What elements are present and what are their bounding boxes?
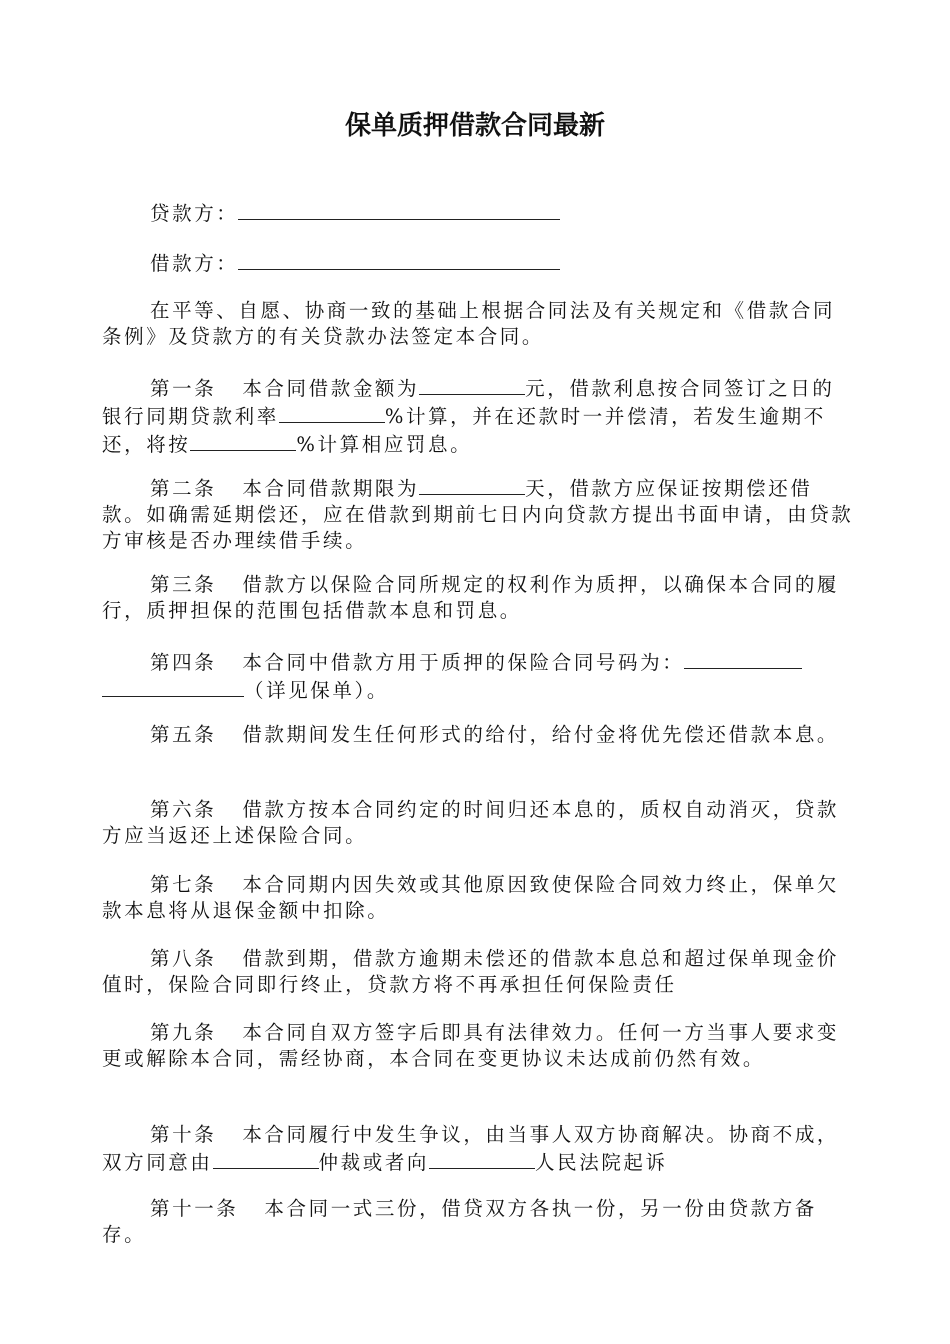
penalty-rate-blank[interactable] [190, 430, 296, 451]
borrower-blank[interactable] [238, 249, 560, 270]
article-6 [102, 797, 854, 849]
article-10-text-3: 人民法院起诉 [535, 1151, 668, 1174]
borrower-line [102, 249, 854, 277]
article-2 [102, 474, 854, 554]
article-11-heading: 第十一条 [150, 1197, 239, 1220]
lender-blank[interactable] [238, 199, 560, 220]
article-4-heading: 第四条 [150, 651, 217, 674]
intro-paragraph: 在平等、自愿、协商一致的基础上根据合同法及有关规定和《借款合同条例》及贷款方的有关贷款办法签定本合同。 [102, 299, 836, 348]
article-1-text-2: 元，借款利息按合同签订之日的银行同期贷款利率 [102, 377, 835, 428]
article-11-text: 本合同一式三份，借贷双方各执一份，另一份由贷款方备存。 [102, 1197, 817, 1246]
article-9 [102, 1020, 854, 1072]
loan-amount-blank[interactable] [419, 374, 525, 395]
arbitration-blank[interactable] [213, 1148, 319, 1169]
court-blank[interactable] [429, 1148, 535, 1169]
article-3-text: 借款方以保险合同所规定的权利作为质押，以确保本合同的履行，质押担保的范围包括借款本息和罚息。 [102, 573, 840, 622]
article-7 [102, 872, 854, 924]
article-2-text-1: 本合同借款期限为 [242, 477, 420, 500]
article-1 [102, 374, 854, 458]
article-4-text-1: 本合同中借款方用于质押的保险合同号码为： [242, 651, 685, 674]
borrower-label: 借款方： [150, 252, 239, 275]
article-1-text-4: %计算相应罚息。 [296, 433, 473, 456]
article-5-heading: 第五条 [150, 723, 217, 746]
policy-number-blank-2[interactable] [102, 676, 244, 697]
interest-rate-blank[interactable] [279, 402, 385, 423]
article-3 [102, 572, 854, 624]
article-8 [102, 946, 854, 998]
article-7-text: 本合同期内因失效或其他原因致使保险合同效力终止，保单欠款本息将从退保金额中扣除。 [102, 873, 840, 922]
loan-term-blank[interactable] [419, 474, 525, 495]
lender-label: 贷款方： [150, 202, 239, 225]
article-10-heading: 第十条 [150, 1123, 217, 1146]
article-1-text-3: %计算，并在还款时一并偿清，若发生逾期不还，将按 [102, 405, 826, 456]
article-7-heading: 第七条 [150, 873, 217, 896]
article-11 [102, 1196, 854, 1248]
lender-line [102, 199, 854, 227]
article-6-heading: 第六条 [150, 798, 217, 821]
policy-number-blank-1[interactable] [684, 648, 802, 669]
article-8-text: 借款到期，借款方逾期未偿还的借款本息总和超过保单现金价值时，保险合同即行终止，贷款方将不再承担任何保险责任 [102, 947, 840, 996]
article-9-text: 本合同自双方签字后即具有法律效力。任何一方当事人要求变更或解除本合同，需经协商，本合同在变更协议未达成前仍然有效。 [102, 1021, 840, 1070]
article-10-text-1: 本合同履行中发生争议，由当事人双方协商解决。协商不成，双方同意由 [102, 1123, 840, 1174]
article-4 [102, 648, 854, 704]
article-1-heading: 第一条 [150, 377, 217, 400]
article-8-heading: 第八条 [150, 947, 217, 970]
document-title: 保单质押借款合同最新 [344, 111, 605, 141]
article-9-heading: 第九条 [150, 1021, 217, 1044]
article-5-text: 借款期间发生任何形式的给付，给付金将优先偿还借款本息。 [242, 723, 840, 746]
article-10-text-2: 仲裁或者向 [318, 1151, 430, 1174]
article-3-heading: 第三条 [150, 573, 217, 596]
article-6-text: 借款方按本合同约定的时间归还本息的，质权自动消灭，贷款方应当返还上述保险合同。 [102, 798, 840, 847]
article-10 [102, 1122, 854, 1176]
article-5 [102, 722, 854, 748]
article-2-text-2: 天，借款方应保证按期偿还借款。如确需延期偿还，应在借款到期前七日内向贷款方提出书面申请，由贷款方审核是否办理续借手续。 [102, 477, 854, 552]
article-1-text-1: 本合同借款金额为 [242, 377, 420, 400]
article-2-heading: 第二条 [150, 477, 217, 500]
article-4-text-2: （详见保单）。 [244, 679, 389, 702]
